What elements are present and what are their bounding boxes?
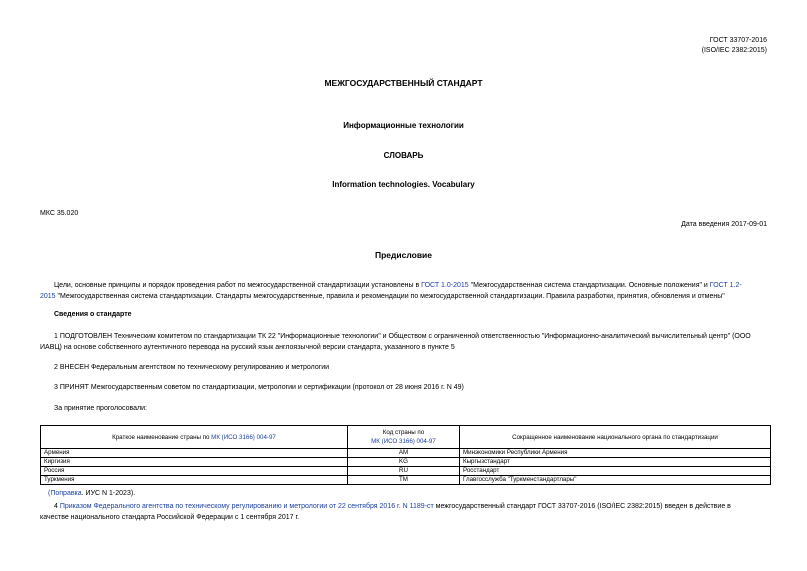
amendment-link[interactable]: (Поправка: [48, 490, 82, 497]
gost-1-2-link[interactable]: ГОСТ 1.2-: [709, 282, 742, 289]
standard-type-title: МЕЖГОСУДАРСТВЕННЫЙ СТАНДАРТ: [324, 78, 483, 88]
body-cell: Минэкономики Республики Армения: [460, 449, 771, 458]
code-cell: AM: [348, 449, 460, 458]
info-heading: Сведения о стандарте: [54, 311, 132, 318]
gost-1-2-link-cont[interactable]: 2015: [40, 293, 56, 300]
order-link[interactable]: Приказом Федерального агентства по техническому регулированию и метрологии от 22 сентября 2016 г. N 1189-ст: [59, 503, 434, 510]
item-4: 4 Приказом Федерального агентства по техническому регулированию и метрологии от 22 сентября 2016 г. N 1189-ст межгосударственный стандарт ГОСТ 33707-2016 (ISO/IEC 2382:2015) введен в действие в качестве национального стандарта Российской Федерации с 1 сентября 2017 г.: [40, 501, 771, 523]
document-header: [702, 36, 767, 56]
preface-text-3: "Межгосударственная система стандартизации. Стандарты межгосударственные, правила и рекомендации по межгосударственной стандартизации. Правила разработки, принятия, обновления и отмены": [55, 293, 725, 300]
table-row: [41, 458, 771, 467]
doc-number: ГОСТ 33707-2016: [709, 37, 767, 44]
item-4-line-2: качестве национального стандарта Российской Федерации с 1 сентября 2017 г.: [40, 514, 300, 521]
country-cell: Армения: [41, 449, 348, 458]
subject-title: Информационные технологии: [343, 121, 464, 130]
preface-paragraph: [40, 280, 770, 302]
table-row: [41, 476, 771, 485]
document-name: СЛОВАРЬ: [383, 151, 424, 160]
table-header-row: [41, 426, 771, 449]
body-cell: Главгосслужба "Туркменстандартлары": [460, 476, 771, 485]
body-cell: Кыргызстандарт: [460, 458, 771, 467]
mk-3166-link[interactable]: МК (ИСО 3166) 004-97: [211, 433, 276, 441]
item-2: 2 ВНЕСЕН Федеральным агентством по техническому регулированию и метрологии: [54, 364, 330, 371]
english-title: Information technologies. Vocabulary: [332, 180, 475, 189]
code-cell: RU: [348, 467, 460, 476]
code-cell: KG: [348, 458, 460, 467]
voted-label: За принятие проголосовали:: [54, 405, 147, 412]
item-1-line-2: ИАВЦ) на основе собственного аутентичного перевода на русский язык англоязычной версии стандарта, указанного в пункте 5: [40, 344, 455, 351]
header-body: Сокращенное наименование национального органа по стандартизации: [460, 426, 771, 449]
preface-heading: Предисловие: [374, 250, 433, 260]
preface-text-1: Цели, основные принципы и порядок проведения работ по межгосударственной стандартизации установлены в: [54, 282, 422, 289]
header-code: Код страны по МК (ИСО 3166) 004-97: [348, 426, 460, 449]
voting-table: [40, 425, 771, 485]
body-cell: Росстандарт: [460, 467, 771, 476]
gost-1-0-link[interactable]: ГОСТ 1.0-2015: [421, 282, 469, 289]
table-row: [41, 467, 771, 476]
country-cell: Туркмения: [41, 476, 348, 485]
code-cell: TM: [348, 476, 460, 485]
country-cell: Киргизия: [41, 458, 348, 467]
item-1-line-1: 1 ПОДГОТОВЛЕН Техническим комитетом по стандартизации ТК 22 "Информационные технологии" и Обществом с ограниченной ответственностью "Информационно-аналитический вычислительный центр" (ООО: [54, 333, 751, 340]
item-1: [40, 331, 770, 353]
country-cell: Россия: [41, 467, 348, 476]
header-country: Краткое наименование страны по МК (ИСО 3166) 004-97: [41, 426, 348, 449]
item-3: 3 ПРИНЯТ Межгосударственным советом по стандартизации, метрологии и сертификации (протокол от 28 июня 2016 г. N 49): [54, 384, 464, 391]
amendment-note: (Поправка. ИУС N 1-2023).: [48, 490, 136, 497]
mk-3166-link-2[interactable]: МК (ИСО 3166) 004-97: [371, 438, 436, 445]
iso-number: (ISO/IEC 2382:2015): [701, 47, 767, 54]
preface-text-2: "Межгосударственная система стандартизации. Основные положения" и: [468, 282, 710, 289]
mks-code: МКС 35.020: [40, 210, 79, 217]
intro-date: Дата введения 2017-09-01: [681, 221, 767, 228]
table-row: [41, 449, 771, 458]
